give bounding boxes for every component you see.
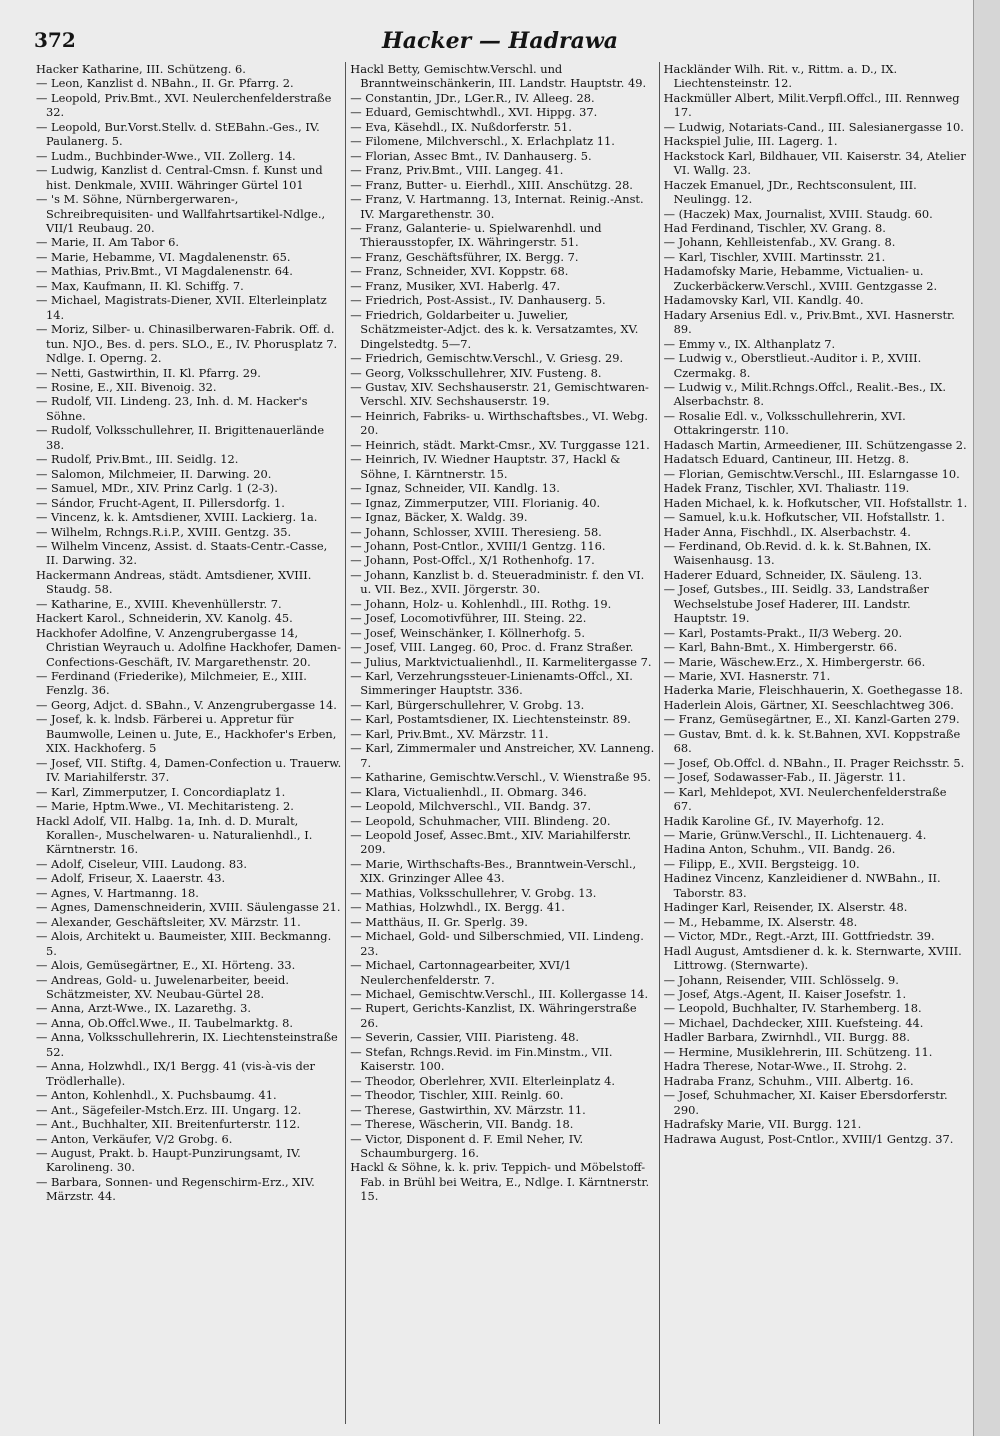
directory-entry: — Johann, Schlosser, XVIII. Theresieng. 58. — [350, 524, 602, 539]
directory-entry: — Theodor, Tischler, XIII. Reinlg. 60. — [350, 1088, 564, 1103]
directory-entry: — Georg, Volksschullehrer, XIV. Fusteng. 8. — [350, 365, 602, 380]
directory-entry: — Katharine, Gemischtw.Verschl., V. Wienstraße 95. — [350, 770, 652, 785]
directory-entry: — Marie, Wäschew.Erz., X. Himbergerstr. 66. — [663, 654, 926, 669]
directory-entry: — Ludwig, Kanzlist d. Central-Cmsn. f. Kunst und hist. Denkmale, XVIII. Währinger Gürtel 101 — [36, 163, 323, 192]
directory-entry: — Vincenz, k. k. Amtsdiener, XVIII. Lackierg. 1a. — [36, 510, 318, 525]
directory-entry: — (Haczek) Max, Journalist, XVIII. Staudg. 60. — [663, 206, 933, 221]
directory-entry: — Johann, Post-Offcl., X/1 Rothenhofg. 17. — [350, 553, 595, 568]
directory-entry: — Adolf, Friseur, X. Laaerstr. 43. — [36, 871, 226, 886]
directory-entry: — Gustav, XIV. Sechshauserstr. 21, Gemischtwaren-Verschl. XIV. Sechshauserstr. 19. — [350, 379, 649, 409]
directory-entry: Hackl & Söhne, k. k. priv. Teppich- und Möbelstoff-Fab. in Brühl bei Weitra, E., Ndlge. I. Kärntnerstr. 15. — [350, 1160, 650, 1204]
directory-entry: Haden Michael, k. k. Hofkutscher, VII. Hofstallstr. 1. — [663, 495, 968, 510]
directory-entry: — Klara, Victualienhdl., II. Obmarg. 346. — [350, 784, 587, 799]
directory-entry: — Josef, Schuhmacher, XI. Kaiser Ebersdorferstr. 290. — [663, 1088, 948, 1117]
directory-entry: — Matthäus, II. Gr. Sperlg. 39. — [350, 914, 528, 929]
directory-entry: Hadra Therese, Notar-Wwe., II. Strohg. 2. — [663, 1059, 907, 1074]
directory-entry: — Leopold, Priv.Bmt., XVI. Neulerchenfelderstraße 32. — [36, 90, 332, 120]
directory-entry: — Emmy v., IX. Althanplatz 7. — [663, 336, 836, 351]
directory-entry: Hadek Franz, Tischler, XVI. Thaliastr. 119. — [663, 481, 910, 496]
directory-entry: — Michael, Magistrats-Diener, XVII. Elterleinplatz 14. — [36, 293, 327, 322]
directory-entry: Hackländer Wilh. Rit. v., Rittm. a. D., IX. Liechtensteinstr. 12. — [663, 62, 898, 91]
directory-entry: — Ignaz, Bäcker, X. Waldg. 39. — [350, 510, 528, 525]
directory-entry: — Marie, Hptm.Wwe., VI. Mechitaristeng. 2. — [36, 799, 294, 814]
directory-entry: — Netti, Gastwirthin, II. Kl. Pfarrg. 29. — [36, 365, 261, 380]
directory-entry: — Anton, Verkäufer, V/2 Grobg. 6. — [36, 1131, 233, 1146]
directory-entry: — Josef, VIII. Langeg. 60, Proc. d. Franz Straßer. — [350, 640, 634, 655]
directory-entry: — Johann, Kanzlist b. d. Steueradministr. f. den VI. u. VII. Bez., XVII. Jörgerstr. 30. — [350, 567, 645, 597]
directory-entry: — Filomene, Milchverschl., X. Erlachplatz 11. — [350, 134, 615, 149]
directory-entry: — Ant., Buchhalter, XII. Breitenfurterstr. 112. — [36, 1117, 301, 1132]
directory-entry: — Theodor, Oberlehrer, XVII. Elterleinplatz 4. — [350, 1073, 616, 1088]
directory-entry: — Florian, Gemischtw.Verschl., III. Eslarngasse 10. — [663, 466, 960, 481]
directory-entry: — Mathias, Volksschullehrer, V. Grobg. 13. — [350, 885, 597, 900]
directory-entry: — Katharine, E., XVIII. Khevenhüllerstr. 7. — [36, 596, 282, 611]
directory-entry: — Ludwig v., Oberstlieut.-Auditor i. P., XVIII. Czermakg. 8. — [663, 351, 922, 380]
directory-entry: Hackhofer Adolfine, V. Anzengrubergasse 14, Christian Weyrauch u. Adolfine Hackhofer, Damen-Confections-Geschäft, IV. Margarethenstr. 20. — [36, 625, 341, 669]
directory-entry: — Franz, Galanterie- u. Spielwarenhdl. und Thierausstopfer, IX. Währingerstr. 51. — [350, 220, 602, 250]
directory-entry: — Johann, Kehlleistenfab., XV. Grang. 8. — [663, 235, 896, 250]
directory-entry: — Marie, II. Am Tabor 6. — [36, 235, 180, 250]
directory-entry: Hadamofsky Marie, Hebamme, Victualien- u. Zuckerbäckerw.Verschl., XVIII. Gentzgasse 2. — [663, 264, 938, 293]
directory-entry: — Rudolf, VII. Lindeng. 23, Inh. d. M. Hacker's Söhne. — [36, 394, 308, 423]
directory-entry: — Michael, Dachdecker, XIII. Kuefsteing. 44. — [663, 1015, 924, 1030]
directory-entry: — Marie, Hebamme, VI. Magdalenenstr. 65. — [36, 249, 291, 264]
directory-entry: — Marie, XVI. Hasnerstr. 71. — [663, 669, 831, 684]
directory-entry: — Karl, Verzehrungssteuer-Linienamts-Offcl., XI. Simmeringer Hauptstr. 336. — [350, 669, 633, 698]
directory-entry: — Friedrich, Post-Assist., IV. Danhauserg. 5. — [350, 293, 606, 308]
directory-entry: Haczek Emanuel, JDr., Rechtsconsulent, III. Neulingg. 12. — [663, 177, 917, 207]
directory-entry: Hackermann Andreas, städt. Amtsdiener, XVIII. Staudg. 58. — [36, 567, 312, 597]
directory-entry: Hackstock Karl, Bildhauer, VII. Kaiserstr. 34, Atelier VI. Wallg. 23. — [663, 148, 966, 178]
directory-entry: — Salomon, Milchmeier, II. Darwing. 20. — [36, 466, 272, 481]
directory-entry: — Friedrich, Goldarbeiter u. Juwelier, Schätzmeister-Adjct. des k. k. Versatzamtes, XV. Dingelstedtg. 5—7. — [350, 307, 639, 351]
directory-entry: — Karl, Zimmermaler und Anstreicher, XV. Lanneng. 7. — [350, 741, 655, 770]
directory-entry: — Wilhelm, Rchngs.R.i.P., XVIII. Gentzg. 35. — [36, 524, 292, 539]
directory-entry: — Josef, Ob.Offcl. d. NBahn., II. Prager Reichsstr. 5. — [663, 755, 965, 770]
directory-entry: — Victor, MDr., Regt.-Arzt, III. Gottfriedstr. 39. — [663, 929, 935, 944]
directory-entry: — Karl, Zimmerputzer, I. Concordiaplatz 1. — [36, 784, 286, 799]
directory-entry: — Rudolf, Volksschullehrer, II. Brigittenauerlände 38. — [36, 423, 325, 452]
directory-entry: — Julius, Marktvictualienhdl., II. Karmelitergasse 7. — [350, 654, 652, 669]
directory-entry: — Ignaz, Schneider, VII. Kandlg. 13. — [350, 481, 560, 496]
directory-entry: Hadik Karoline Gf., IV. Mayerhofg. 12. — [663, 813, 885, 828]
directory-entry: — Georg, Adjct. d. SBahn., V. Anzengrubergasse 14. — [36, 697, 337, 712]
directory-entry: — Alois, Gemüsegärtner, E., XI. Hörteng. 33. — [36, 958, 296, 973]
directory-entry: Hadary Arsenius Edl. v., Priv.Bmt., XVI. Hasnerstr. 89. — [663, 307, 955, 337]
directory-entry: — Johann, Reisender, VIII. Schlösselg. 9. — [663, 972, 899, 987]
directory-entry: — Franz, Musiker, XVI. Haberlg. 47. — [350, 278, 561, 293]
directory-entry: — Anna, Ob.Offcl.Wwe., II. Taubelmarktg. 8. — [36, 1015, 294, 1030]
directory-entry: — Alois, Architekt u. Baumeister, XIII. Beckmanng. 5. — [36, 929, 332, 958]
directory-entry: — Rosine, E., XII. Bivenoig. 32. — [36, 379, 217, 394]
directory-entry: — Filipp, E., XVII. Bergsteigg. 10. — [663, 856, 860, 871]
directory-entry: — Heinrich, städt. Markt-Cmsr., XV. Turggasse 121. — [350, 437, 650, 452]
directory-entry: Hader Anna, Fischhdl., IX. Alserbachstr. 4. — [663, 524, 911, 539]
directory-entry: — Karl, Postamts-Prakt., II/3 Weberg. 20. — [663, 625, 903, 640]
directory-entry: — Moriz, Silber- u. Chinasilberwaren-Fabrik. Off. d. tun. NJO., Bes. d. pers. SLO., E., IV. Phorusplatz 7. Ndlge. I. Operng. 2. — [36, 322, 338, 366]
directory-entry: — Gustav, Bmt. d. k. k. St.Bahnen, XVI. Koppstraße 68. — [663, 726, 961, 756]
directory-entry: Hadl August, Amtsdiener d. k. k. Sternwarte, XVIII. Littrowg. (Sternwarte). — [663, 943, 962, 973]
directory-entry: — Barbara, Sonnen- und Regenschirm-Erz., XIV. Märzstr. 44. — [36, 1174, 315, 1204]
directory-entry: — Mathias, Holzwhdl., IX. Bergg. 41. — [350, 900, 565, 915]
directory-entry: — Ignaz, Zimmerputzer, VIII. Florianig. 40. — [350, 495, 601, 510]
directory-entry: — Anna, Volksschullehrerin, IX. Liechtensteinstraße 52. — [36, 1030, 338, 1059]
directory-entry: — Heinrich, Fabriks- u. Wirthschaftsbes., VI. Webg. 20. — [350, 408, 649, 438]
directory-entry: Haderer Eduard, Schneider, IX. Säuleng. 13. — [663, 567, 923, 582]
directory-entry: — Ludwig, Notariats-Cand., III. Salesianergasse 10. — [663, 119, 964, 134]
directory-entry: Hackl Betty, Gemischtw.Verschl. und Branntweinschänkerin, III. Landstr. Hauptstr. 49. — [350, 62, 647, 91]
directory-entry: — Michael, Gold- und Silberschmied, VII. Lindeng. 23. — [350, 929, 644, 958]
directory-entry: Hackspiel Julie, III. Lagerg. 1. — [663, 134, 838, 149]
directory-entry: — Karl, Mehldepot, XVI. Neulerchenfelderstraße 67. — [663, 784, 947, 814]
directory-entry: — Rosalie Edl. v., Volksschullehrerin, XVI. Ottakringerstr. 110. — [663, 408, 906, 438]
directory-entry: — Agnes, Damenschneiderin, XVIII. Säulengasse 21. — [36, 900, 341, 915]
directory-entry: — Alexander, Geschäftsleiter, XV. Märzstr. 11. — [36, 914, 301, 929]
directory-entry: — Josef, k. k. lndsb. Färberei u. Appretur für Baumwolle, Leinen u. Jute, E., Hackhofer's Erben, XIX. Hackhoferg. 5 — [36, 712, 337, 756]
directory-entry: Hadatsch Eduard, Cantineur, III. Hetzg. 8. — [663, 452, 910, 467]
directory-entry: — Anton, Kohlenhdl., X. Puchsbaumg. 41. — [36, 1088, 277, 1103]
directory-entry: — Josef, Locomotivführer, III. Steing. 22. — [350, 611, 587, 626]
directory-entry: — Leopold, Bur.Vorst.Stellv. d. StEBahn.-Ges., IV. Paulanerg. 5. — [36, 119, 320, 149]
page-edge — [973, 0, 1000, 1436]
directory-entry: Hadraba Franz, Schuhm., VIII. Albertg. 16. — [663, 1073, 914, 1088]
directory-entry: — Hermine, Musiklehrerin, III. Schützeng. 11. — [663, 1044, 933, 1059]
directory-entry: — M., Hebamme, IX. Alserstr. 48. — [663, 914, 858, 929]
directory-entry: — Josef, Atgs.-Agent, II. Kaiser Josefstr. 1. — [663, 987, 907, 1001]
directory-entry: — Ant., Sägefeiler-Mstch.Erz. III. Ungarg. 12. — [36, 1102, 302, 1117]
directory-entry: — Josef, Weinschänker, I. Köllnerhofg. 5. — [350, 625, 586, 640]
directory-entry: Hackmüller Albert, Milit.Verpfl.Offcl., III. Rennweg 17. — [663, 90, 960, 120]
directory-entry: — Anna, Arzt-Wwe., IX. Lazarethg. 3. — [36, 1001, 251, 1016]
directory-entry: — Franz, Schneider, XVI. Koppstr. 68. — [350, 264, 569, 279]
directory-entry: Hadina Anton, Schuhm., VII. Bandg. 26. — [663, 842, 896, 857]
directory-entry: — Mathias, Priv.Bmt., VI Magdalenenstr. 64. — [36, 264, 293, 279]
directory-entry: — Karl, Priv.Bmt., XV. Märzstr. 11. — [350, 726, 549, 741]
directory-entry: Hadasch Martin, Armeediener, III. Schützengasse 2. — [663, 437, 967, 452]
directory-entry: — Josef, Gutsbes., III. Seidlg. 33, Landstraßer Wechselstube Josef Haderer, III. Landstr. Hauptstr. 19. — [663, 582, 929, 626]
directory-entry: — Friedrich, Gemischtw.Verschl., V. Griesg. 29. — [350, 351, 624, 366]
directory-entry: — Rudolf, Priv.Bmt., III. Seidlg. 12. — [36, 452, 239, 467]
directory-entry: — Karl, Bahn-Bmt., X. Himbergerstr. 66. — [663, 640, 898, 655]
directory-entry: — Franz, Geschäftsführer, IX. Bergg. 7. — [350, 249, 579, 264]
directory-entry: Hadler Barbara, Zwirnhdl., VII. Burgg. 88. — [663, 1030, 911, 1045]
directory-entry: — Rupert, Gerichts-Kanzlist, IX. Währingerstraße 26. — [350, 1001, 637, 1030]
directory-entry: Hadinger Karl, Reisender, IX. Alserstr. 48. — [663, 900, 908, 915]
directory-entry: — Eduard, Gemischtwhdl., XVI. Hippg. 37. — [350, 105, 598, 120]
directory-entry: — Victor, Disponent d. F. Emil Neher, IV. Schaumburgerg. 16. — [350, 1131, 584, 1160]
directory-entry: — Samuel, k.u.k. Hofkutscher, VII. Hofstallstr. 1. — [663, 510, 945, 525]
directory-entry: — Franz, V. Hartmanng. 13, Internat. Reinig.-Anst. IV. Margarethenstr. 30. — [350, 192, 644, 221]
directory-entry: — Severin, Cassier, VIII. Piaristeng. 48. — [350, 1030, 580, 1045]
directory-entry: — Agnes, V. Hartmanng. 18. — [36, 885, 199, 900]
directory-entry: — Therese, Wäscherin, VII. Bandg. 18. — [350, 1117, 574, 1132]
directory-entry: — Karl, Bürgerschullehrer, V. Grobg. 13. — [350, 697, 585, 712]
column-middle — [345, 62, 658, 1424]
directory-entry: — Leopold, Buchhalter, IV. Starhemberg. 18. — [663, 1001, 922, 1016]
directory-entry: — Michael, Cartonnagearbeiter, XVI/1 Neulerchenfelderstr. 7. — [350, 958, 572, 987]
directory-entry: Haderlein Alois, Gärtner, XI. Seeschlachtweg 306. — [663, 697, 954, 712]
directory-entry: Hacker Katharine, III. Schützeng. 6. — [36, 62, 246, 76]
directory-entry: — Florian, Assec Bmt., IV. Danhauserg. 5. — [350, 148, 592, 163]
directory-entry: — Marie, Wirthschafts-Bes., Branntwein-Verschl., XIX. Grinzinger Allee 43. — [350, 856, 637, 886]
directory-entry: — 's M. Söhne, Nürnbergerwaren-, Schreibrequisiten- und Wallfahrtsartikel-Ndlge., VII/1 Reubaug. 20. — [36, 192, 326, 235]
directory-entry: — Franz, Priv.Bmt., VIII. Langeg. 41. — [350, 163, 564, 178]
directory-entry: — Franz, Gemüsegärtner, E., XI. Kanzl-Garten 279. — [663, 712, 960, 727]
directory-entry: — Andreas, Gold- u. Juwelenarbeiter, beeid. Schätzmeister, XV. Neubau-Gürtel 28. — [36, 972, 289, 1001]
directory-entry: — Max, Kaufmann, II. Kl. Schiffg. 7. — [36, 278, 244, 293]
directory-entry: — Josef, VII. Stiftg. 4, Damen-Confection u. Trauerw. IV. Mariahilferstr. 37. — [36, 755, 342, 785]
directory-entry: Hadrafsky Marie, VII. Burgg. 121. — [663, 1117, 862, 1132]
directory-entry: Hadrawa August, Post-Cntlor., XVIII/1 Gentzg. 37. — [663, 1131, 954, 1146]
directory-entry: — Sándor, Frucht-Agent, II. Pillersdorfg. 1. — [36, 495, 285, 510]
directory-entry: — Ludm., Buchbinder-Wwe., VII. Zollerg. 14. — [36, 148, 296, 163]
directory-entry: Hadamovsky Karl, VII. Kandlg. 40. — [663, 293, 864, 308]
directory-entry: — Leopold, Milchverschl., VII. Bandg. 37. — [350, 799, 592, 814]
column-right — [659, 62, 972, 1424]
directory-entry: — Anna, Holzwhdl., IX/1 Bergg. 41 (vis-à-vis der Trödlerhalle). — [36, 1059, 315, 1088]
running-head: Hacker — Hadrawa — [381, 28, 619, 54]
directory-entry: — Johann, Holz- u. Kohlenhdl., III. Rothg. 19. — [350, 596, 612, 611]
directory-entry: — Constantin, JDr., LGer.R., IV. Alleeg. 28. — [350, 90, 595, 105]
directory-entry: — Leon, Kanzlist d. NBahn., II. Gr. Pfarrg. 2. — [36, 76, 294, 91]
directory-entry: — Leopold Josef, Assec.Bmt., XIV. Mariahilferstr. 209. — [350, 828, 632, 857]
directory-entry: Hackert Karol., Schneiderin, XV. Kanolg. 45. — [36, 611, 293, 626]
directory-entry: — Karl, Tischler, XVIII. Martinsstr. 21. — [663, 249, 886, 264]
directory-entry: — Wilhelm Vincenz, Assist. d. Staats-Centr.-Casse, II. Darwing. 32. — [36, 538, 328, 568]
directory-entry: — Stefan, Rchngs.Revid. im Fin.Minstm., VII. Kaiserstr. 100. — [350, 1044, 613, 1074]
directory-entry: — Franz, Butter- u. Eierhdl., XIII. Anschützg. 28. — [350, 177, 633, 192]
directory-entry: — Michael, Gemischtw.Verschl., III. Kollergasse 14. — [350, 987, 649, 1001]
directory-entry: — Eva, Käsehdl., IX. Nußdorferstr. 51. — [350, 119, 572, 134]
directory-entry: — August, Prakt. b. Haupt-Punzirungsamt, IV. Karolineng. 30. — [36, 1145, 301, 1175]
directory-entry: — Ferdinand, Ob.Revid. d. k. k. St.Bahnen, IX. Waisenhausg. 13. — [663, 538, 932, 568]
columns — [32, 62, 972, 1424]
page-number: 372 — [34, 28, 76, 52]
directory-entry: — Therese, Gastwirthin, XV. Märzstr. 11. — [350, 1102, 586, 1117]
directory-entry: Had Ferdinand, Tischler, XV. Grang. 8. — [663, 220, 886, 235]
directory-entry: — Adolf, Ciseleur, VIII. Laudong. 83. — [36, 856, 247, 871]
directory-entry: Hadinez Vincenz, Kanzleidiener d. NWBahn., II. Taborstr. 83. — [663, 871, 941, 900]
directory-entry: Hackl Adolf, VII. Halbg. 1a, Inh. d. D. Muralt, Korallen-, Muschelwaren- u. Naturalienhdl., I. Kärntnerstr. 16. — [36, 813, 313, 857]
column-left — [32, 62, 345, 1424]
directory-entry: Haderka Marie, Fleischhauerin, X. Goethegasse 18. — [663, 683, 963, 698]
directory-entry: — Leopold, Schuhmacher, VIII. Blindeng. 20. — [350, 813, 611, 828]
directory-entry: — Samuel, MDr., XIV. Prinz Carlg. 1 (2-3). — [36, 481, 278, 496]
directory-entry: — Karl, Postamtsdiener, IX. Liechtensteinstr. 89. — [350, 712, 631, 727]
directory-entry: — Ludwig v., Milit.Rchngs.Offcl., Realit.-Bes., IX. Alserbachstr. 8. — [663, 379, 947, 409]
directory-entry: — Josef, Sodawasser-Fab., II. Jägerstr. 11. — [663, 770, 906, 785]
directory-entry: — Heinrich, IV. Wiedner Hauptstr. 37, Hackl & Söhne, I. Kärntnerstr. 15. — [350, 452, 621, 481]
directory-entry: — Marie, Grünw.Verschl., II. Lichtenauerg. 4. — [663, 828, 927, 843]
directory-entry: — Ferdinand (Friederike), Milchmeier, E., XIII. Fenzlg. 36. — [36, 669, 307, 698]
directory-entry: — Johann, Post-Cntlor., XVIII/1 Gentzg. 116. — [350, 538, 606, 553]
